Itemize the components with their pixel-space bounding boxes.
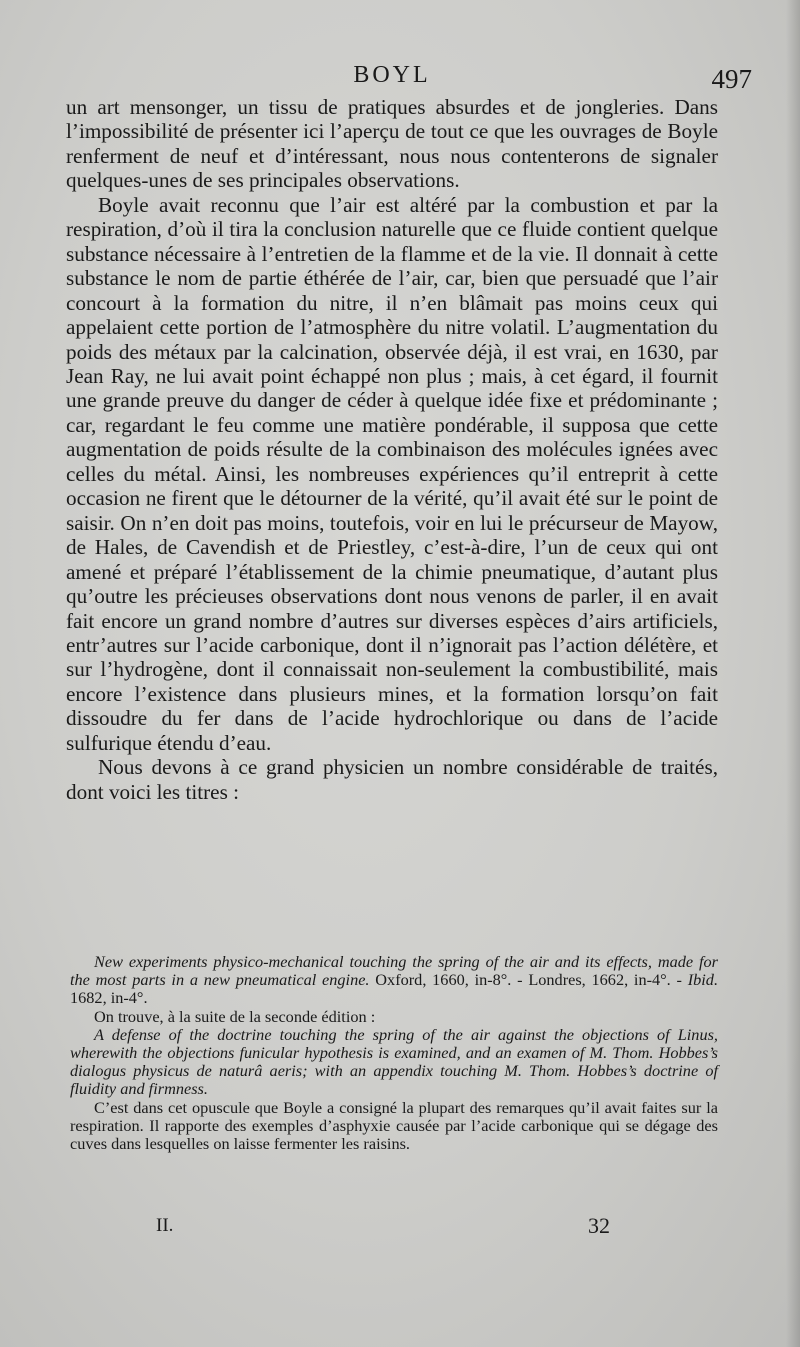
paragraph-1: un art mensonger, un tissu de pratiques absurdes et de jongleries. Dans l’impossibilité de présenter ici l’aperçu de tout ce que les ouvrages de Boyle renferment de neuf et d’intéressant, nous nous contenterons de signaler quelques-unes de ses principales observations. <box>66 95 718 193</box>
page-edge-shadow <box>786 0 800 1347</box>
note-entry-1 <box>70 953 718 1008</box>
note-entry-4: C’est dans cet opuscule que Boyle a consigné la plupart des remarques qu’il avait faites sur la respiration. Il rapporte des exemples d’asphyxie causée par l’acide carbonique qui se dégage des cuves dans lesquelles on laisse fermenter les raisins. <box>70 1097 718 1154</box>
paragraph-2: Boyle avait reconnu que l’air est altéré par la combustion et par la respiration, d’où il tira la conclusion naturelle que ce fluide contient quelque substance nécessaire à l’entretien de la flamme et de la vie. Il donnait à cette substance le nom de partie éthérée de l’air, car, bien que persuadé que l’air concourt à la formation du nitre, il n’en blâmait pas moins ceux qui appelaient cette portion de l’atmosphère du nitre volatil. L’augmentation du poids des métaux par la calcination, observée déjà, il est vrai, en 1630, par Jean Ray, ne lui avait point échappé non plus ; mais, à cet égard, il fournit une grande preuve du danger de céder à quelque idée fixe et prédominante ; car, regardant le feu comme une matière pondérable, il supposa que cette augmentation de poids résulte de la combinaison des molécules ignées avec celles du métal. Ainsi, les nombreuses expériences qu’il entreprit à cette occasion ne firent que le détourner de la vérité, qu’il avait été sur le point de saisir. On n’en doit pas moins, toutefois, voir en lui le précurseur de Mayow, de Hales, de Cavendish et de Priestley, c’est-à-dire, l’un de ceux qui ont amené et préparé l’établissement de la chimie pneumatique, d’autant plus qu’outre les précieuses observations dont nous venons de parler, il en avait fait encore un grand nombre d’autres sur diverses espèces d’airs artificiels, entr’autres sur l’acide carbonique, dont il n’ignorait pas l’action délétère, et sur l’hydrogène, dont il connaissait non-seulement la combustibilité, mais encore l’existence dans plusieurs mines, et la formation lorsqu’on fait dissoudre du fer dans de l’acide hydrochlorique ou dans de l’acide sulfurique étendu d’eau. <box>66 192 718 755</box>
running-head-title: BOYL <box>353 62 431 88</box>
bibliography-notes <box>70 953 718 1153</box>
printer-signature <box>156 1215 616 1243</box>
main-text <box>66 95 718 804</box>
paragraph-3: Nous devons à ce grand physicien un nombre considérable de traités, dont voici les titres : <box>66 755 718 804</box>
note-1-title: New experiments physico-mechanical touching the spring of the air and its effects, made for the most parts in a new pneumatical engine. <box>70 952 718 990</box>
note-entry-2: On trouve, à la suite de la seconde édition : <box>94 1006 376 1026</box>
note-entry-3: A defense of the doctrine touching the spring of the air against the objections of Linus, wherewith the objections funicular hypothesis is examined, and an examen of M. Thom. Hobbes’s dialogus physicus de naturâ aeris; with an appendix touching M. Thom. Hobbes’s doctrine of fluidity and firmness. <box>70 1024 718 1099</box>
volume-mark: II. <box>156 1215 174 1236</box>
note-1-publication-a: Oxford, 1660, in-8°. - Londres, 1662, in-4°. - <box>375 970 682 990</box>
signature-number: 32 <box>588 1213 610 1238</box>
note-1-ibid: Ibid. <box>687 970 719 990</box>
note-1-publication-b: 1682, in-4°. <box>70 988 148 1008</box>
page-number: 497 <box>711 64 752 94</box>
running-head <box>66 62 752 96</box>
